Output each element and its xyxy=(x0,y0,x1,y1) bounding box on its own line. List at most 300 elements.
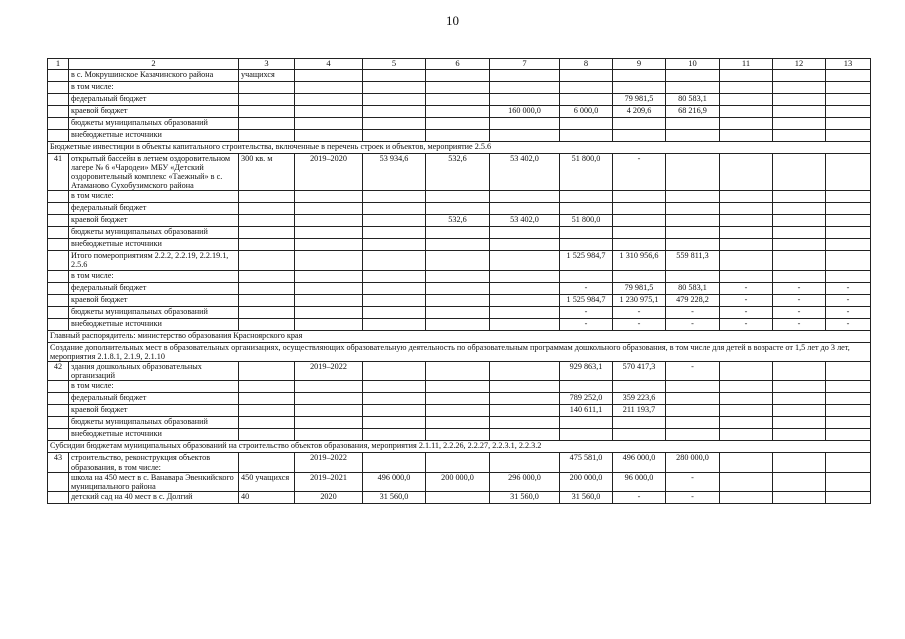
value-cell xyxy=(826,191,871,203)
table-row xyxy=(48,492,871,504)
value-cell xyxy=(773,270,826,282)
value-cell xyxy=(826,215,871,227)
row-number-cell: 43 xyxy=(48,453,69,472)
value-cell xyxy=(295,239,363,251)
value-cell xyxy=(613,227,666,239)
description-cell: краевой бюджет xyxy=(69,294,239,306)
value-cell xyxy=(613,429,666,441)
value-cell: 31 560,0 xyxy=(363,492,426,504)
value-cell xyxy=(490,81,560,93)
value-cell xyxy=(295,81,363,93)
value-cell xyxy=(295,215,363,227)
row-number-cell xyxy=(48,239,69,251)
value-cell xyxy=(613,69,666,81)
description-cell: в том числе: xyxy=(69,191,239,203)
value-cell: 6 000,0 xyxy=(560,105,613,117)
value-cell xyxy=(426,203,490,215)
value-cell: 160 000,0 xyxy=(490,105,560,117)
value-cell xyxy=(426,362,490,381)
section-heading: Главный распорядитель: министерство образования Красноярского края xyxy=(48,330,871,342)
value-cell: 53 934,6 xyxy=(363,153,426,191)
value-cell: 475 581,0 xyxy=(560,453,613,472)
value-cell xyxy=(490,203,560,215)
description-cell: школа на 450 мест в с. Ванавара Эвенкийского муниципального района xyxy=(69,472,239,491)
description-cell: детский сад на 40 мест в с. Долгий xyxy=(69,492,239,504)
value-cell: 300 кв. м xyxy=(239,153,295,191)
value-cell xyxy=(720,129,773,141)
value-cell: 200 000,0 xyxy=(426,472,490,491)
description-cell: в том числе: xyxy=(69,270,239,282)
section-heading: Создание дополнительных мест в образовательных организациях, осуществляющих образовательную деятельность по образовательным программам дошкольного образования, в том числе для детей в возрасте от 1,5 лет до 3 лет, мероприятия 2.1.8.1, 2.1.9, 2.1.10 xyxy=(48,342,871,361)
value-cell xyxy=(363,381,426,393)
value-cell xyxy=(773,81,826,93)
row-number-cell xyxy=(48,294,69,306)
value-cell xyxy=(363,318,426,330)
value-cell: - xyxy=(720,282,773,294)
description-cell: открытый бассейн в летнем оздоровительном лагере № 6 «Чародеи» МБУ «Детский оздоровительный комплекс «Таежный» в с. Атаманово Сухобузимского района xyxy=(69,153,239,191)
value-cell xyxy=(826,129,871,141)
value-cell: - xyxy=(773,306,826,318)
value-cell xyxy=(773,93,826,105)
value-cell xyxy=(239,203,295,215)
section-heading: Бюджетные инвестиции в объекты капитального строительства, включенные в перечень строек и объектов, мероприятие 2.5.6 xyxy=(48,141,871,153)
value-cell: 51 800,0 xyxy=(560,153,613,191)
value-cell xyxy=(239,282,295,294)
value-cell xyxy=(363,191,426,203)
value-cell xyxy=(363,117,426,129)
value-cell xyxy=(613,81,666,93)
value-cell xyxy=(490,294,560,306)
table-row xyxy=(48,417,871,429)
value-cell xyxy=(363,306,426,318)
value-cell xyxy=(363,203,426,215)
row-number-cell xyxy=(48,191,69,203)
value-cell: 53 402,0 xyxy=(490,215,560,227)
value-cell xyxy=(666,203,720,215)
value-cell: - xyxy=(666,318,720,330)
value-cell xyxy=(363,239,426,251)
value-cell xyxy=(560,429,613,441)
column-header: 7 xyxy=(490,59,560,70)
value-cell xyxy=(295,429,363,441)
value-cell xyxy=(490,227,560,239)
table-row xyxy=(48,227,871,239)
value-cell: - xyxy=(720,294,773,306)
value-cell xyxy=(613,203,666,215)
value-cell xyxy=(295,69,363,81)
value-cell xyxy=(560,227,613,239)
value-cell xyxy=(826,251,871,270)
row-number-cell xyxy=(48,69,69,81)
value-cell: - xyxy=(773,318,826,330)
value-cell xyxy=(720,417,773,429)
value-cell xyxy=(773,381,826,393)
table-row xyxy=(48,405,871,417)
value-cell xyxy=(363,393,426,405)
value-cell xyxy=(239,393,295,405)
section-heading-row xyxy=(48,441,871,453)
section-heading-row xyxy=(48,330,871,342)
value-cell xyxy=(426,251,490,270)
value-cell xyxy=(490,405,560,417)
value-cell xyxy=(363,93,426,105)
value-cell xyxy=(490,306,560,318)
value-cell: 479 228,2 xyxy=(666,294,720,306)
description-cell: бюджеты муниципальных образований xyxy=(69,117,239,129)
row-number-cell xyxy=(48,417,69,429)
value-cell xyxy=(490,251,560,270)
description-cell: бюджеты муниципальных образований xyxy=(69,417,239,429)
value-cell xyxy=(720,239,773,251)
value-cell xyxy=(426,294,490,306)
value-cell xyxy=(666,153,720,191)
value-cell xyxy=(666,393,720,405)
value-cell xyxy=(239,318,295,330)
value-cell xyxy=(720,227,773,239)
value-cell xyxy=(826,417,871,429)
value-cell xyxy=(239,105,295,117)
value-cell: 532,6 xyxy=(426,153,490,191)
description-cell: в том числе: xyxy=(69,81,239,93)
value-cell xyxy=(613,117,666,129)
value-cell xyxy=(239,405,295,417)
row-number-cell xyxy=(48,129,69,141)
value-cell xyxy=(490,93,560,105)
table-row xyxy=(48,472,871,491)
column-header: 4 xyxy=(295,59,363,70)
value-cell xyxy=(560,93,613,105)
column-header: 1 xyxy=(48,59,69,70)
row-number-cell xyxy=(48,282,69,294)
value-cell xyxy=(773,153,826,191)
description-cell: внебюджетные источники xyxy=(69,129,239,141)
value-cell: - xyxy=(826,282,871,294)
value-cell xyxy=(490,191,560,203)
value-cell xyxy=(720,492,773,504)
value-cell xyxy=(560,69,613,81)
value-cell xyxy=(363,282,426,294)
value-cell xyxy=(490,282,560,294)
value-cell xyxy=(826,492,871,504)
value-cell xyxy=(239,362,295,381)
row-number-cell xyxy=(48,492,69,504)
value-cell xyxy=(773,215,826,227)
value-cell xyxy=(295,105,363,117)
value-cell xyxy=(295,318,363,330)
value-cell xyxy=(426,318,490,330)
value-cell xyxy=(826,381,871,393)
value-cell xyxy=(426,282,490,294)
value-cell xyxy=(239,117,295,129)
row-number-cell xyxy=(48,81,69,93)
value-cell xyxy=(826,405,871,417)
value-cell xyxy=(295,203,363,215)
value-cell xyxy=(826,81,871,93)
row-number-cell xyxy=(48,93,69,105)
table-row xyxy=(48,93,871,105)
value-cell xyxy=(295,393,363,405)
value-cell xyxy=(239,294,295,306)
value-cell xyxy=(613,270,666,282)
page-number: 10 xyxy=(446,13,459,28)
value-cell: - xyxy=(560,318,613,330)
value-cell xyxy=(363,69,426,81)
column-header: 3 xyxy=(239,59,295,70)
value-cell xyxy=(426,117,490,129)
value-cell: 140 611,1 xyxy=(560,405,613,417)
description-cell: федеральный бюджет xyxy=(69,93,239,105)
row-number-cell xyxy=(48,393,69,405)
value-cell xyxy=(560,417,613,429)
value-cell: 31 560,0 xyxy=(560,492,613,504)
value-cell xyxy=(666,381,720,393)
column-header: 9 xyxy=(613,59,666,70)
value-cell xyxy=(295,227,363,239)
value-cell: 2020 xyxy=(295,492,363,504)
value-cell xyxy=(560,81,613,93)
row-number-cell xyxy=(48,270,69,282)
value-cell xyxy=(426,393,490,405)
value-cell xyxy=(720,153,773,191)
value-cell: учащихся xyxy=(239,69,295,81)
value-cell xyxy=(363,227,426,239)
value-cell: - xyxy=(720,306,773,318)
column-header: 5 xyxy=(363,59,426,70)
value-cell xyxy=(773,362,826,381)
value-cell: 200 000,0 xyxy=(560,472,613,491)
value-cell xyxy=(613,215,666,227)
description-cell: краевой бюджет xyxy=(69,215,239,227)
value-cell xyxy=(613,417,666,429)
value-cell: 40 xyxy=(239,492,295,504)
description-cell: федеральный бюджет xyxy=(69,393,239,405)
value-cell: - xyxy=(666,472,720,491)
value-cell: - xyxy=(613,318,666,330)
table-row xyxy=(48,306,871,318)
column-header: 13 xyxy=(826,59,871,70)
row-number-cell xyxy=(48,306,69,318)
table-row xyxy=(48,191,871,203)
row-number-cell: 41 xyxy=(48,153,69,191)
value-cell xyxy=(773,191,826,203)
value-cell xyxy=(490,69,560,81)
value-cell xyxy=(773,203,826,215)
value-cell xyxy=(295,405,363,417)
row-number-cell xyxy=(48,405,69,417)
value-cell xyxy=(363,105,426,117)
value-cell xyxy=(239,129,295,141)
value-cell xyxy=(490,393,560,405)
value-cell: 559 811,3 xyxy=(666,251,720,270)
value-cell xyxy=(239,227,295,239)
value-cell xyxy=(560,203,613,215)
value-cell: - xyxy=(773,294,826,306)
value-cell: - xyxy=(666,492,720,504)
table-row xyxy=(48,270,871,282)
value-cell: 570 417,3 xyxy=(613,362,666,381)
value-cell: 80 583,1 xyxy=(666,93,720,105)
value-cell xyxy=(826,472,871,491)
description-cell: внебюджетные источники xyxy=(69,239,239,251)
value-cell: - xyxy=(773,282,826,294)
value-cell xyxy=(666,405,720,417)
value-cell xyxy=(773,453,826,472)
value-cell xyxy=(720,381,773,393)
value-cell xyxy=(826,239,871,251)
value-cell xyxy=(826,93,871,105)
value-cell xyxy=(613,239,666,251)
table-row xyxy=(48,239,871,251)
value-cell xyxy=(773,393,826,405)
value-cell: 68 216,9 xyxy=(666,105,720,117)
value-cell xyxy=(720,393,773,405)
value-cell: 532,6 xyxy=(426,215,490,227)
value-cell: - xyxy=(666,362,720,381)
value-cell xyxy=(426,306,490,318)
value-cell: - xyxy=(666,306,720,318)
value-cell xyxy=(826,203,871,215)
table-row xyxy=(48,318,871,330)
value-cell xyxy=(560,270,613,282)
value-cell xyxy=(239,251,295,270)
description-cell: бюджеты муниципальных образований xyxy=(69,306,239,318)
value-cell: 96 000,0 xyxy=(613,472,666,491)
value-cell xyxy=(560,239,613,251)
value-cell xyxy=(720,429,773,441)
table-row xyxy=(48,129,871,141)
description-cell: в с. Мокрушинское Казачинского района xyxy=(69,69,239,81)
table-row xyxy=(48,282,871,294)
value-cell: 51 800,0 xyxy=(560,215,613,227)
value-cell xyxy=(363,362,426,381)
row-number-cell xyxy=(48,105,69,117)
value-cell xyxy=(720,105,773,117)
value-cell xyxy=(720,215,773,227)
column-header: 6 xyxy=(426,59,490,70)
value-cell xyxy=(720,93,773,105)
value-cell xyxy=(363,270,426,282)
value-cell xyxy=(720,69,773,81)
value-cell xyxy=(239,270,295,282)
value-cell xyxy=(490,129,560,141)
value-cell xyxy=(363,215,426,227)
value-cell xyxy=(490,381,560,393)
value-cell xyxy=(720,117,773,129)
value-cell: 359 223,6 xyxy=(613,393,666,405)
description-cell: федеральный бюджет xyxy=(69,282,239,294)
value-cell: 280 000,0 xyxy=(666,453,720,472)
description-cell: Итого помероприятиям 2.2.2, 2.2.19, 2.2.19.1, 2.5.6 xyxy=(69,251,239,270)
value-cell: 1 230 975,1 xyxy=(613,294,666,306)
table-row xyxy=(48,429,871,441)
value-cell xyxy=(720,251,773,270)
value-cell: - xyxy=(613,153,666,191)
table-row xyxy=(48,453,871,472)
value-cell: 79 981,5 xyxy=(613,93,666,105)
value-cell xyxy=(773,472,826,491)
value-cell: 211 193,7 xyxy=(613,405,666,417)
value-cell xyxy=(426,69,490,81)
value-cell xyxy=(295,117,363,129)
value-cell xyxy=(666,215,720,227)
value-cell xyxy=(666,69,720,81)
table-row xyxy=(48,393,871,405)
description-cell: строительство, реконструкция объектов образования, в том числе: xyxy=(69,453,239,472)
value-cell xyxy=(363,429,426,441)
value-cell xyxy=(490,239,560,251)
value-cell xyxy=(826,153,871,191)
value-cell xyxy=(826,429,871,441)
value-cell xyxy=(295,381,363,393)
value-cell: 79 981,5 xyxy=(613,282,666,294)
value-cell xyxy=(666,239,720,251)
value-cell: - xyxy=(560,282,613,294)
value-cell: 4 209,6 xyxy=(613,105,666,117)
value-cell xyxy=(826,362,871,381)
value-cell xyxy=(826,453,871,472)
value-cell xyxy=(773,69,826,81)
value-cell: 496 000,0 xyxy=(363,472,426,491)
description-cell: внебюджетные источники xyxy=(69,429,239,441)
value-cell xyxy=(490,318,560,330)
value-cell xyxy=(363,417,426,429)
value-cell xyxy=(560,191,613,203)
value-cell xyxy=(363,81,426,93)
value-cell xyxy=(773,405,826,417)
value-cell: 2019–2022 xyxy=(295,453,363,472)
value-cell: 450 учащихся xyxy=(239,472,295,491)
value-cell xyxy=(426,381,490,393)
column-header: 10 xyxy=(666,59,720,70)
table-row xyxy=(48,362,871,381)
table-row xyxy=(48,215,871,227)
value-cell: - xyxy=(826,294,871,306)
value-cell: 80 583,1 xyxy=(666,282,720,294)
table-row xyxy=(48,251,871,270)
value-cell xyxy=(773,239,826,251)
value-cell xyxy=(613,381,666,393)
value-cell xyxy=(490,270,560,282)
value-cell xyxy=(720,270,773,282)
value-cell: 31 560,0 xyxy=(490,492,560,504)
value-cell: 296 000,0 xyxy=(490,472,560,491)
table-row xyxy=(48,203,871,215)
value-cell: 789 252,0 xyxy=(560,393,613,405)
value-cell xyxy=(295,282,363,294)
value-cell xyxy=(239,417,295,429)
row-number-cell xyxy=(48,381,69,393)
value-cell: - xyxy=(720,318,773,330)
value-cell xyxy=(295,93,363,105)
value-cell xyxy=(613,129,666,141)
value-cell xyxy=(720,191,773,203)
value-cell: 1 310 956,6 xyxy=(613,251,666,270)
section-heading-row xyxy=(48,342,871,361)
value-cell: 496 000,0 xyxy=(613,453,666,472)
table-row xyxy=(48,381,871,393)
description-cell: здания дошкольных образовательных организаций xyxy=(69,362,239,381)
value-cell xyxy=(666,270,720,282)
value-cell xyxy=(773,417,826,429)
section-heading-row xyxy=(48,141,871,153)
value-cell xyxy=(239,215,295,227)
value-cell xyxy=(295,270,363,282)
column-header: 8 xyxy=(560,59,613,70)
value-cell xyxy=(773,129,826,141)
value-cell xyxy=(773,105,826,117)
value-cell xyxy=(720,362,773,381)
table-row xyxy=(48,105,871,117)
